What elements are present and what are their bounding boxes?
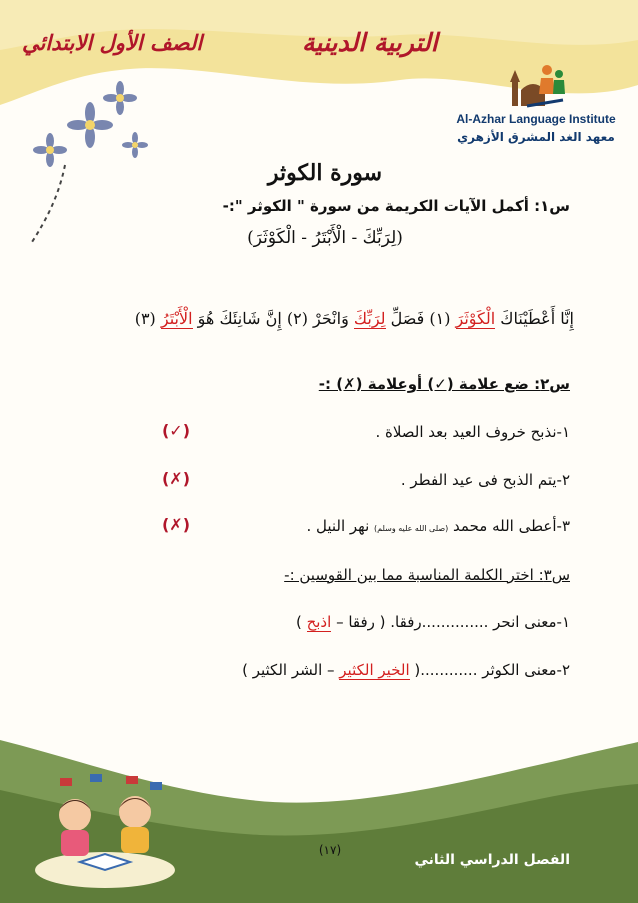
verse-answer-1: الْكَوْثَرَ xyxy=(455,309,496,328)
question-2-prompt: س٢: ضع علامة (✓) أوعلامة (✗) :- xyxy=(318,375,570,393)
verse-part-2: (١) فَصَلِّ xyxy=(385,309,456,328)
logo-name-ar: معهد الغد المشرق الأزهري xyxy=(457,130,615,144)
question-3-prompt: س٣: اختر الكلمة المناسبة مما بين القوسين :- xyxy=(284,566,570,584)
choice-1-answer: اذبح xyxy=(306,613,332,631)
choice-1 xyxy=(150,613,570,631)
flower-decoration-icon xyxy=(20,70,170,250)
statement-1: ١-نذبح خروف العيد بعد الصلاة . xyxy=(375,423,570,441)
question-1-prompt: س١: أكمل الآيات الكريمة من سورة " الكوثر ":- xyxy=(222,197,570,215)
verse-answer-2: لِرَبِّكَ xyxy=(353,309,386,328)
verse-answer-3: الْأَبْتَرُ xyxy=(160,309,193,328)
word-bank: (لِرَبِّكَ - الْأَبْتَرُ - الْكَوْثَرَ) xyxy=(247,228,403,248)
page-number: (١٧) xyxy=(318,843,342,857)
choice-1-before: ١-معنى انحر ..............رفقا. ( رفقا – xyxy=(331,613,570,631)
grade-title: الصف الأول الابتدائي xyxy=(22,30,203,55)
statement-3 xyxy=(240,517,570,535)
semester-label: الفصل الدراسي الثاني xyxy=(414,852,570,868)
choice-2-before: ٢-معنى الكوثر ............( xyxy=(409,661,570,679)
verse-line xyxy=(100,309,574,328)
sura-title: سورة الكوثر xyxy=(267,160,383,186)
statement-3-before: ٣-أعطى الله محمد xyxy=(448,517,570,535)
choice-1-after: ) xyxy=(295,613,307,631)
statement-2-mark: (✗) xyxy=(161,469,191,488)
statement-2: ٢-يتم الذبح فى عيد الفطر . xyxy=(400,471,570,489)
logo-emblem-icon xyxy=(507,60,567,110)
choice-2-answer: الخير الكثير xyxy=(339,661,410,679)
verse-part-1: إِنَّا أَعْطَيْنَاكَ xyxy=(495,309,574,328)
statement-1-mark: (✓) xyxy=(161,421,191,440)
choice-2-after: – الشر الكثير ) xyxy=(242,661,340,679)
subject-title: التربية الدينية xyxy=(302,28,438,57)
logo-name-en: Al-Azhar Language Institute xyxy=(456,112,616,126)
verse-part-4: (٣) xyxy=(134,309,161,328)
statement-3-after: نهر النيل . xyxy=(306,517,375,535)
pbuh-text: (صلى الله عليه وسلم) xyxy=(374,524,449,533)
statement-3-mark: (✗) xyxy=(161,515,191,534)
verse-part-3: وَانْحَرْ (٢) إِنَّ شَانِئَكَ هُوَ xyxy=(192,309,354,328)
choice-2 xyxy=(150,661,570,679)
institute-logo xyxy=(452,60,620,156)
kids-reading-illustration-icon xyxy=(30,770,180,890)
